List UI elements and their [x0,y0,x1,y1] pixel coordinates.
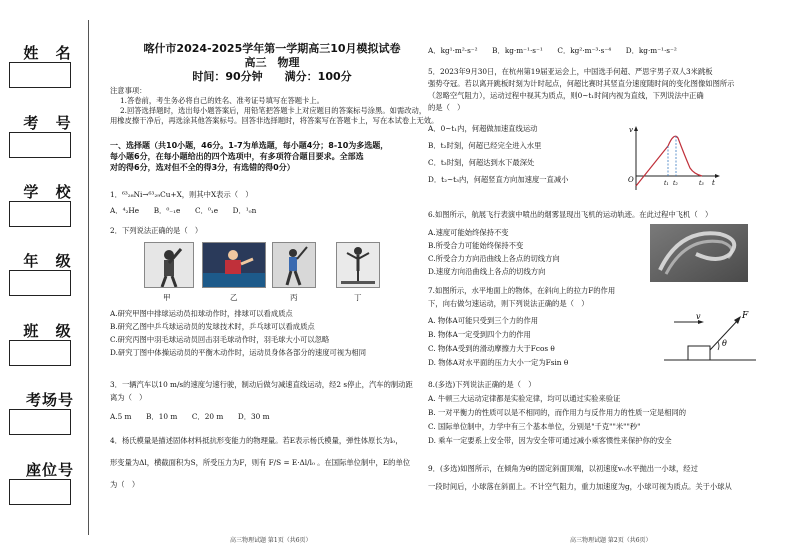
caption-bing: 丙 [290,293,298,302]
exam-subject: 高三 物理 [244,56,300,69]
q2-option-c: C.研究丙图中羽毛球运动员回击羽毛球动作时，羽毛球大小可以忽略 [110,335,330,344]
q5-option-b: B．t₂时刻，何超已经完全进入水里 [428,141,542,150]
q6-text: 6.如图所示，航展飞行表演中喷出的烟雾显现出飞机的运动轨迹。在此过程中飞机（ ） [428,210,713,219]
grade-label: 年 级 [23,252,77,270]
q9-text: 一段时间后，小球落在斜面上。不计空气阻力，重力加速度为g，小球可视为质点。关于小球从 [428,482,732,491]
graph-v-label: v [629,126,633,134]
graph-o-label: O [628,176,634,184]
q6-options [428,226,648,278]
q7-option-b: B. 物体A一定受到四个力的作用 [428,330,531,339]
note-line: 1.答卷前，考生务必将自己的姓名、准考证号填写在答题卡上。 [120,96,324,105]
class-box[interactable] [9,340,71,366]
question-9 [428,460,788,496]
page-2-footer: 高三物理试题 第2页（共6页） [570,537,652,544]
caption-ding: 丁 [354,293,362,302]
q8-option-b: B. 一对平衡力的性质可以是不相同的，而作用力与反作用力的性质一定是相同的 [428,408,687,417]
grade-box[interactable] [9,270,71,296]
section-line: 对的得6分，选对但不全的得3分，有选错的得0分） [110,163,295,172]
caption-yi: 乙 [230,293,238,302]
question-2 [110,226,430,236]
badminton-photo [272,242,316,288]
fig7-theta-label: θ [722,339,727,348]
notes [110,86,439,126]
q5-text: 强势夺冠。若以离开跳板时刻为计时起点，何超比赛时其竖直分速度随时间的变化图像如图所示 [428,79,735,88]
page-1-footer: 高三物理试题 第1页（共6页） [230,537,312,544]
exam-room-label: 考场号 [25,391,74,409]
q4-text: 形变量为Δl，横截面积为S，所受压力为F，则有 F/S = E·Δl/l₀ 。在国际单位制中，E的单位 [110,458,411,467]
inclined-force-diagram [660,310,760,366]
graph-t2-label: t₂ [673,180,678,187]
fig7-v-label: v [696,312,701,321]
question-6 [428,210,788,220]
question-8 [428,378,788,448]
name-box[interactable] [9,62,71,88]
q9-text: 9．(多选)如图所示，在倾角为θ的固定斜面顶端，以初速度v₀水平抛出一小球，经过 [428,464,698,473]
fig7-f-label: F [742,311,749,321]
q6-option-d: D.速度方向沿曲线上各点的切线方向 [428,267,546,276]
graph-t1-label: t₁ [664,180,669,187]
q2-options [110,307,430,359]
q7-option-a: A. 物体A可能只受到三个力的作用 [428,316,539,325]
balance-beam-photo [336,242,380,288]
school-label: 学 校 [23,183,77,201]
q8-option-a: A. 牛顿三大运动定律都是实验定律，均可以通过实验来验证 [428,394,621,403]
section-line: 一、选择题（共10小题，46分。1-7为单选题，每小题4分；8-10为多选题， [110,141,389,150]
exam-time-score: 时间：90分钟 满分：100分 [192,70,352,83]
q8-text: 8.(多选)下列说法正确的是（ ） [428,380,536,389]
exam-room-box[interactable] [9,409,71,435]
seat-box[interactable] [9,479,71,505]
q4-options-text: A．kg¹·m²·s⁻² B．kg·m⁻¹·s⁻¹ C．kg²·m⁻³·s⁻⁴ D．kg·m⁻¹·s⁻² [428,46,677,55]
question-5 [428,66,788,114]
q3-options: A.5 m B．10 m C．20 m D．30 m [110,412,270,421]
q5-option-a: A．0~t₁内，何超做加速直线运动 [428,124,538,133]
section-line: 每小题6分，在每小题给出的四个选项中，有多项符合题目要求。全部选 [110,152,364,161]
q6-option-c: C.所受合力方向沿曲线上各点的切线方向 [428,254,560,263]
question-3 [110,378,430,423]
seat-label: 座位号 [25,461,74,479]
q7-option-c: C. 物体A受到的滑动摩擦力大于Fcos θ [428,344,555,353]
q4-options [428,46,788,56]
volleyball-photo [144,242,194,288]
q7-text: 7.如图所示，水平地面上的物体，在斜向上的拉力F的作用 [428,286,616,295]
q8-option-c: C. 国际单位制中，力学中有三个基本单位，分别是"千克""米""秒" [428,422,641,431]
q5-option-c: C．t₃时刻，何超达到水下最深处 [428,158,535,167]
q1-text: 1．⁶³₂₈Ni→⁶³₂₉Cu+X，则其中X表示（ ） [110,190,253,199]
q7-option-d: D. 物体A对水平面的压力大小一定为Fsin θ [428,358,569,367]
q2-text: 2．下列说法正确的是（ ） [110,226,203,235]
table-tennis-photo [202,242,266,288]
section-1-heading [110,140,430,173]
q1-options: A．⁴₂He B．⁰₋₁e C．⁰₁e D．¹₀n [110,206,257,215]
airshow-smoke-photo [650,224,748,282]
class-label: 班 级 [23,322,77,340]
question-4 [110,430,430,496]
q2-option-b: B.研究乙图中乒乓球运动员的发球技术时，乒乓球可以看成质点 [110,322,315,331]
question-1 [110,190,430,216]
question-7 [428,284,788,310]
q5-text: 的是（ ） [428,103,465,112]
note-line: 用橡皮擦干净后，再选涂其他答案标号。回答非选择题时，将答案写在答题卡上，写在本试卷上无效。 [110,116,439,125]
q4-text: 为（ ） [110,480,140,489]
q3-text: 离为（ ） [110,393,147,402]
q6-option-a: A.速度可能始终保持不变 [428,228,509,237]
name-label: 姓 名 [23,44,77,62]
exam-number-box[interactable] [9,132,71,158]
school-box[interactable] [9,201,71,227]
velocity-time-graph [626,124,721,194]
q5-text: 5．2023年9月30日，在杭州第19届亚运会上，中国选手何超、严思宇男子双人3米跳板 [428,67,713,76]
q5-options [428,120,628,188]
q7-text: 下，向右做匀速运动，则下列说法正确的是（ ） [428,299,589,308]
q8-option-d: D. 乘车一定要系上安全带，因为安全带可通过减小乘客惯性来保护你的安全 [428,436,672,445]
q2-option-d: D.研究丁图中体操运动员的平衡木动作时，运动员身体各部分的速度可视为相同 [110,348,367,357]
q7-options [428,314,648,370]
q3-text: 3．一辆汽车以10 m/s的速度匀速行驶，制动后做匀减速直线运动，经2 s停止，汽车的制动距 [110,380,413,389]
caption-jia: 甲 [163,293,171,302]
exam-number-label: 考 号 [23,114,77,132]
q2-option-a: A.研究甲图中排球运动员扣球动作时，排球可以看成质点 [110,309,293,318]
graph-t-label: t [712,179,715,187]
q4-text: 4．杨氏模量是描述固体材料抵抗形变能力的物理量。若E表示杨氏模量，弹性体原长为l₀， [110,436,403,445]
graph-t3-label: t₃ [699,180,704,187]
binding-line [88,20,89,535]
q6-option-b: B.所受合力可能始终保持不变 [428,241,524,250]
q5-text: （忽略空气阻力），运动过程中视其为质点，则0~t₁时间内视为直线，下列说法中正确 [428,91,704,100]
q5-option-d: D．t₂~t₃内，何超竖直方向加速度一直减小 [428,175,569,184]
exam-title: 喀什市2024-2025学年第一学期高三10月模拟试卷 [143,42,401,55]
notes-heading: 注意事项： [110,86,147,95]
note-line: 2.回答选择题时，选出每小题答案后，用铅笔把答题卡上对应题目的答案标号涂黑。如需改动， [120,106,427,115]
